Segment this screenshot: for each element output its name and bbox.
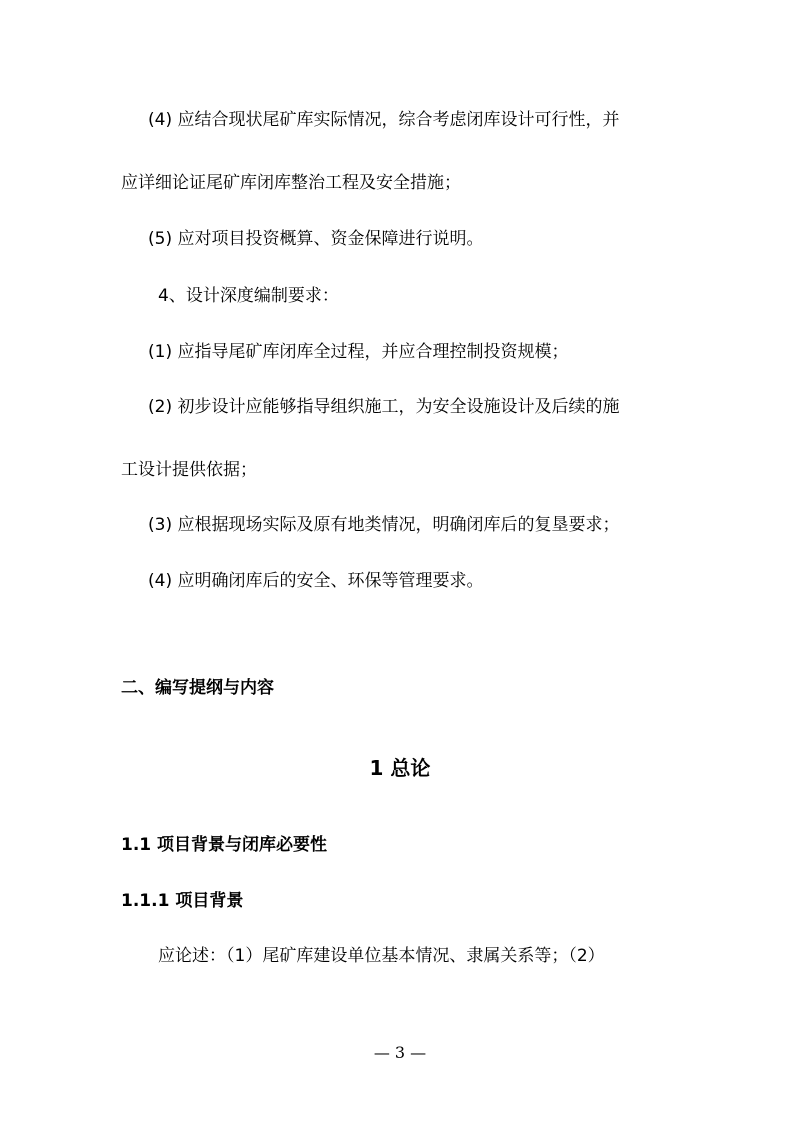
- design-depth-heading: 4、设计深度编制要求：: [158, 286, 339, 306]
- subheading-1-1: 1.1 项目背景与闭库必要性: [121, 835, 328, 855]
- paragraph-5: (5) 应对项目投资概算、资金保障进行说明。: [148, 229, 484, 249]
- paragraph-depth-1: (1) 应指导尾矿库闭库全过程，并应合理控制投资规模；: [148, 342, 569, 362]
- paragraph-background: 应论述：（1）尾矿库建设单位基本情况、隶属关系等；（2）: [158, 946, 605, 966]
- paragraph-depth-4: (4) 应明确闭库后的安全、环保等管理要求。: [148, 571, 484, 591]
- chapter-title: 1 总论: [369, 756, 431, 780]
- paragraph-depth-3: (3) 应根据现场实际及原有地类情况，明确闭库后的复垦要求；: [148, 515, 620, 535]
- paragraph-4-line-2: 应详细论证尾矿库闭库整治工程及安全措施；: [121, 173, 461, 193]
- subheading-1-1-1: 1.1.1 项目背景: [121, 891, 244, 911]
- page-number: — 3 —: [373, 1043, 427, 1062]
- paragraph-depth-2-line-1: (2) 初步设计应能够指导组织施工，为安全设施设计及后续的施: [148, 397, 620, 417]
- section-heading: 二、编写提纲与内容: [121, 678, 274, 698]
- paragraph-depth-2-line-2: 工设计提供依据；: [121, 460, 257, 480]
- paragraph-4-line-1: (4) 应结合现状尾矿库实际情况，综合考虑闭库设计可行性，并: [148, 110, 620, 130]
